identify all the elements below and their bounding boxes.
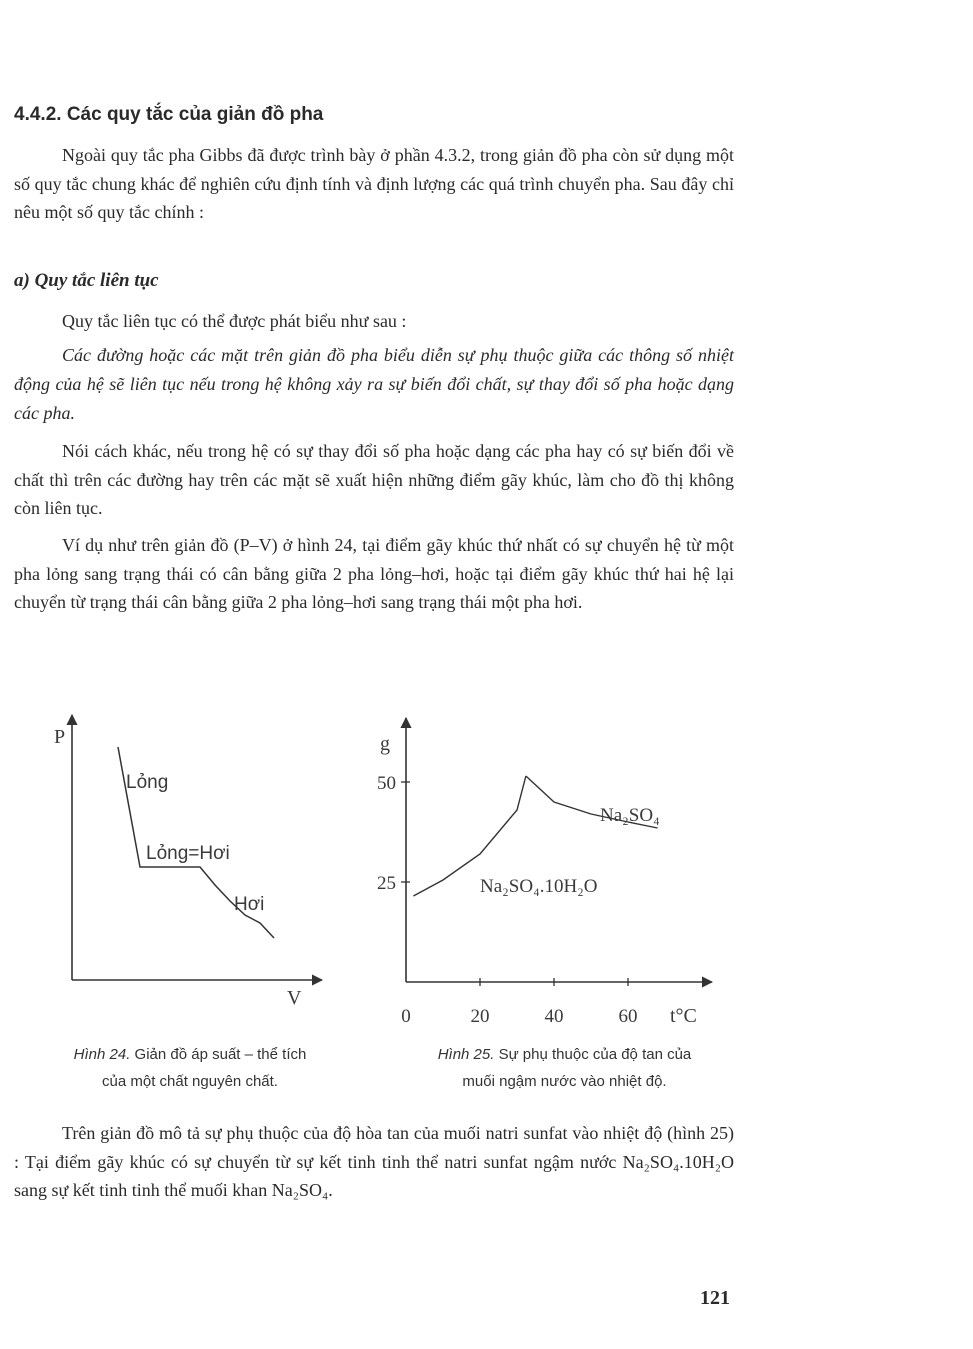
x-axis-label: t°C [670, 1005, 697, 1027]
y-axis-label: g [380, 733, 390, 755]
y-tick-label: 25 [377, 873, 396, 894]
x-tick-label: 20 [470, 1006, 490, 1027]
y-axis-label: P [54, 726, 66, 748]
paragraph-explanation: Nói cách khác, nếu trong hệ có sự thay đổi số pha hoặc dạng các pha hay có sự biến đổi về chất thì trên các đường hay trên các mặt sẽ xuất hiện những điểm gãy khúc, làm cho đồ thị không còn liên tục. [14, 441, 734, 518]
label-hoi: Hơi [234, 894, 265, 915]
subsection-heading: a) Quy tắc liên tục [14, 270, 159, 291]
x-axis-label: V [287, 987, 302, 1009]
figure-24-caption-line1: Giản đồ áp suất – thể tích [134, 1046, 307, 1063]
section-heading: 4.4.2. Các quy tắc của giản đồ pha [14, 104, 324, 125]
figure-24-pv-diagram [40, 705, 340, 1025]
figure-24-caption-label: Hình 24. [73, 1046, 131, 1063]
label-na2so4: Na₂SO₄ [600, 805, 660, 826]
label-long-hoi: Lỏng=Hơi [146, 843, 230, 864]
paragraph-rule-intro: Quy tắc liên tục có thể được phát biểu như sau : [62, 311, 407, 331]
y-tick-label: 50 [377, 773, 396, 794]
x-tick-label: 60 [618, 1006, 638, 1027]
figure-24-caption-line2: của một chất nguyên chất. [102, 1073, 278, 1090]
paragraph-rule-statement: Các đường hoặc các mặt trên giản đồ pha biểu diễn sự phụ thuộc giữa các thông số nhiệt động của hệ sẽ liên tục nếu trong hệ không xảy ra sự biến đổi chất, sự thay đổi số pha hoặc dạng các pha. [14, 345, 734, 423]
figure-25-caption-label: Hình 25. [437, 1046, 495, 1063]
figure-24-caption [30, 1041, 350, 1095]
figure-25-caption-line1: Sự phụ thuộc của độ tan của [498, 1046, 692, 1063]
figure-25-solubility-diagram [360, 710, 720, 1030]
figure-25-caption [392, 1041, 737, 1095]
paragraph-figure25-discussion: Trên giản đồ mô tả sự phụ thuộc của độ hòa tan của muối natri sunfat vào nhiệt độ (hình 25) : Tại điểm gãy khúc có sự chuyển từ sự kết tinh tinh thể natri sunfat ngậm nước Na₂SO₄.10H₂O sang sự kết tinh tinh thể muối khan Na₂SO₄. [14, 1123, 734, 1200]
page-number: 121 [700, 1287, 730, 1309]
label-long: Lỏng [126, 772, 169, 793]
x-tick-label: 40 [544, 1006, 564, 1027]
figure-25-caption-line2: muối ngậm nước vào nhiệt độ. [462, 1073, 667, 1090]
label-na2so4-10h2o: Na₂SO₄.10H₂O [480, 876, 598, 897]
paragraph-intro: Ngoài quy tắc pha Gibbs đã được trình bày ở phần 4.3.2, trong giản đồ pha còn sử dụng một số quy tắc chung khác để nghiên cứu định tính và định lượng các quá trình chuyển pha. Sau đây chỉ nêu một số quy tắc chính : [14, 145, 734, 222]
paragraph-example: Ví dụ như trên giản đồ (P–V) ở hình 24, tại điểm gãy khúc thứ nhất có sự chuyển hệ từ một pha lỏng sang trạng thái có cân bằng giữa 2 pha lỏng–hơi, hoặc tại điểm gãy khúc thứ hai hệ lại chuyển từ trạng thái cân bằng giữa 2 pha lỏng–hơi sang trạng thái một pha hơi. [14, 535, 734, 612]
x-tick-label: 0 [401, 1006, 411, 1027]
